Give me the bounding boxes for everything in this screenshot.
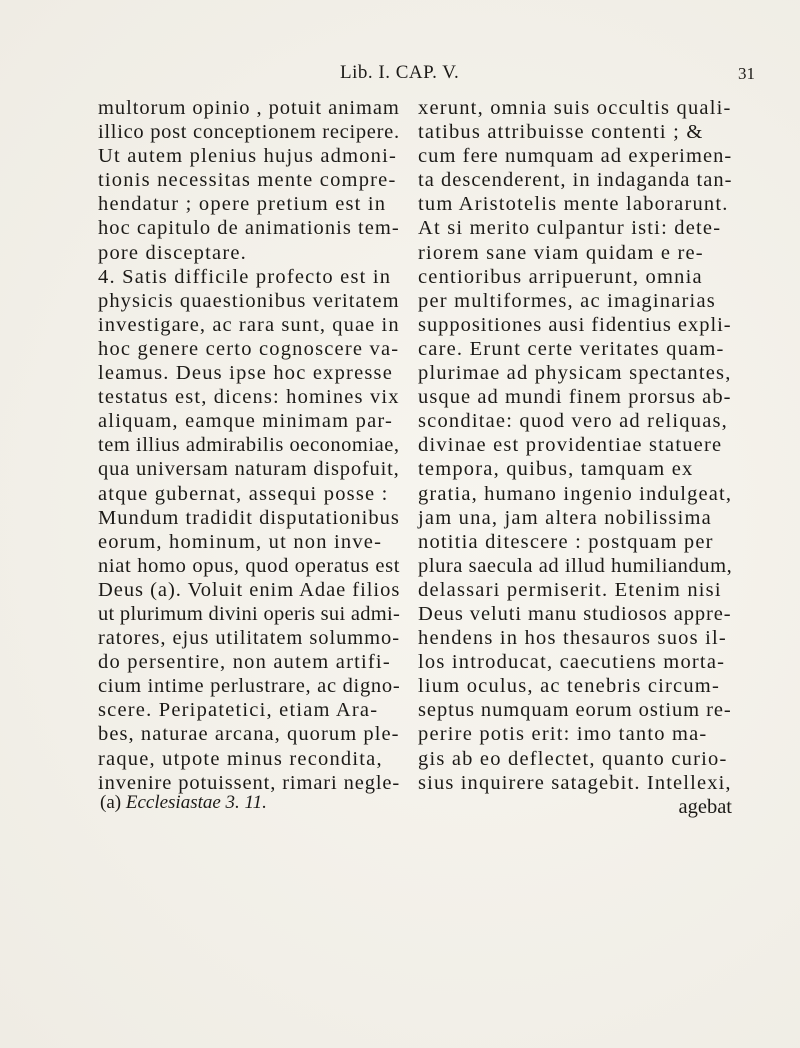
right-column-line: gratia, humano ingenio indulgeat, (418, 482, 733, 505)
left-column-line: hendatur ; opere pretium est in (98, 193, 387, 216)
right-column-line: gis ab eo deflectet, quanto curio- (418, 747, 728, 770)
right-column-line: Deus veluti manu studiosos appre- (418, 602, 732, 625)
right-column-line: lium oculus, ac tenebris circum- (418, 675, 720, 698)
left-column-line: leamus. Deus ipse hoc expresse (98, 362, 394, 385)
right-column-line: tum Aristotelis mente laborarunt. (418, 193, 729, 216)
left-column-line: bes, naturae arcana, quorum ple- (98, 723, 400, 746)
left-column-line: scere. Peripatetici, etiam Ara- (98, 699, 379, 722)
left-column-line: investigare, ac rara sunt, quae in (98, 313, 400, 336)
right-column-line: septus numquam eorum ostium re- (418, 699, 732, 722)
left-column-line: atque gubernat, assequi posse : (98, 482, 389, 505)
left-column-line: tionis necessitas mente compre- (98, 169, 397, 192)
left-column-line: 4. Satis difficile profecto est in (98, 265, 392, 288)
left-column-line: physicis quaestionibus veritatem (98, 289, 400, 312)
page-number: 31 (738, 64, 755, 83)
left-column-line: cium intime perlustrare, ac digno- (98, 675, 401, 698)
right-column-line: notitia ditescere : postquam per (418, 530, 714, 553)
right-column-line: plurimae ad physicam spectantes, (418, 362, 732, 385)
left-column-line: tem illius admirabilis oeconomiae, (98, 434, 400, 457)
left-column-line: ut plurimum divini operis sui admi- (98, 602, 401, 625)
catchword: agebat (678, 795, 732, 818)
right-text-column (418, 96, 734, 819)
left-column-line: hoc genere certo cognoscere va- (98, 337, 400, 360)
left-column-line: Deus (a). Voluit enim Adae filios (98, 578, 401, 601)
right-column-line: per multiformes, ac imaginarias (418, 289, 716, 312)
right-column-line: care. Erunt certe veritates quam- (418, 337, 725, 360)
right-column-line: usque ad mundi finem prorsus ab- (418, 386, 732, 409)
right-column-line: xerunt, omnia suis occultis quali- (418, 97, 732, 119)
right-column-line: perire potis erit: imo tanto ma- (418, 723, 708, 746)
right-column-line: sius inquirere satagebit. Intellexi, (418, 771, 732, 794)
right-column-line: divinae est providentiae statuere (418, 434, 723, 457)
right-column-line: tatibus attribuisse contenti ; & (418, 121, 704, 144)
right-column-line: At si merito culpantur isti: dete- (418, 217, 722, 240)
right-column-line: sconditae: quod vero ad reliquas, (418, 410, 729, 433)
left-column-line: pore disceptare. (98, 241, 247, 264)
left-column-line: ratores, ejus utilitatem solummo- (98, 627, 401, 650)
left-column-line: Ut autem plenius hujus admoni- (98, 145, 398, 168)
left-column-line: aliquam, eamque minimam par- (98, 410, 394, 433)
right-column-line: los introducat, caecutiens morta- (418, 651, 726, 674)
left-column-line: eorum, hominum, ut non inve- (98, 530, 383, 553)
left-column-line: raque, utpote minus recondita, (98, 747, 383, 770)
right-column-line: jam una, jam altera nobilissima (418, 506, 712, 529)
right-column-line: cum fere numquam ad experimen- (418, 145, 733, 168)
right-column-line: riorem sane viam quidam e re- (418, 241, 704, 264)
right-column-line: centioribus arripuerunt, omnia (418, 265, 703, 288)
left-column-line: illico post conceptionem recipere. (98, 121, 400, 144)
right-column-line: ta descenderent, in indaganda tan- (418, 169, 733, 192)
left-column-line: niat homo opus, quod operatus est (98, 554, 401, 577)
right-column-line: delassari permiserit. Etenim nisi (418, 578, 722, 601)
left-text-column (98, 96, 400, 795)
right-column-line: plura saecula ad illud humiliandum, (418, 554, 733, 577)
left-column-line: testatus est, dicens: homines vix (98, 386, 400, 409)
left-column-line: invenire potuissent, rimari negle- (98, 771, 401, 794)
left-column-line: multorum opinio , potuit animam (98, 97, 400, 119)
footnote (100, 792, 267, 814)
footnote-text: Ecclesiastae 3. 11. (125, 792, 267, 813)
page-header (0, 62, 800, 90)
right-column-line: suppositiones ausi fidentius expli- (418, 313, 732, 336)
left-column-line: hoc capitulo de animationis tem- (98, 217, 400, 240)
footnote-marker: (a) (100, 792, 122, 813)
left-column-line: qua universam naturam dispofuit, (98, 458, 400, 481)
running-head: Lib. I. CAP. V. (340, 62, 460, 83)
left-column-line: Mundum tradidit disputationibus (98, 506, 400, 529)
right-column-line: hendens in hos thesauros suos il- (418, 627, 727, 650)
left-column-line: do persentire, non autem artifi- (98, 651, 391, 674)
right-column-line: tempora, quibus, tamquam ex (418, 458, 694, 481)
